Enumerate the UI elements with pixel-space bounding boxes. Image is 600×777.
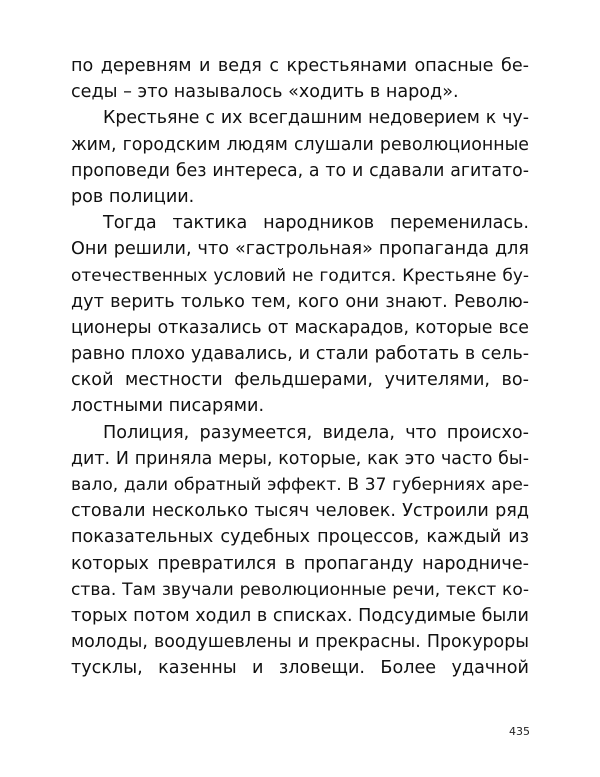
text-line: жим, городским людям слушали революционные [71, 134, 529, 155]
text-line: отечественных условий не годится. Крестьяне бу- [71, 265, 529, 286]
text-line: показательных судебных процессов, каждый из [71, 527, 529, 548]
text-line: дит. И приняла меры, которые, как это часто бы- [71, 448, 529, 469]
page-number: 435 [509, 725, 530, 738]
text-line: Полиция, разумеется, видела, что происхо- [103, 422, 529, 443]
text-line: проповеди без интереса, а то и сдавали агитато- [71, 160, 529, 181]
paragraph [71, 210, 529, 420]
text-line: ской местности фельдшерами, учителями, во- [71, 370, 529, 391]
text-line: дут верить только тем, кого они знают. Револю- [71, 291, 529, 312]
paragraph [71, 105, 529, 210]
text-line: седы – это называлось «ходить в народ». [71, 82, 459, 103]
text-line: по деревням и ведя с крестьянами опасные бе- [71, 56, 529, 76]
text-line: ров полиции. [71, 186, 195, 207]
text-line: Они решили, что «гастрольная» пропаганда для [71, 239, 529, 260]
text-line: равно плохо удавались, и стали работать в сель- [71, 344, 529, 365]
text-line: торых потом ходил в списках. Подсудимые были [71, 605, 529, 626]
text-line: Тогда тактика народников переменилась. [103, 213, 529, 234]
paragraph [71, 420, 529, 682]
paragraph [71, 53, 529, 105]
text-line: Крестьяне с их всегдашним недоверием к чу- [103, 108, 529, 129]
text-line: стовали несколько тысяч человек. Устроили ряд [71, 501, 529, 522]
text-line: ционеры отказались от маскарадов, которые все [71, 317, 529, 338]
text-line: лостными писарями. [71, 396, 265, 417]
page-body [71, 53, 529, 682]
text-line: тусклы, казенны и зловещи. Более удачной [71, 658, 529, 679]
text-line: ства. Там звучали революционные речи, текст ко- [71, 579, 529, 600]
text-line: молоды, воодушевлены и прекрасны. Прокуроры [71, 632, 529, 653]
text-line: которых превратился в пропаганду народниче- [71, 553, 529, 574]
text-line: вало, дали обратный эффект. В 37 губерниях аре- [71, 475, 529, 495]
